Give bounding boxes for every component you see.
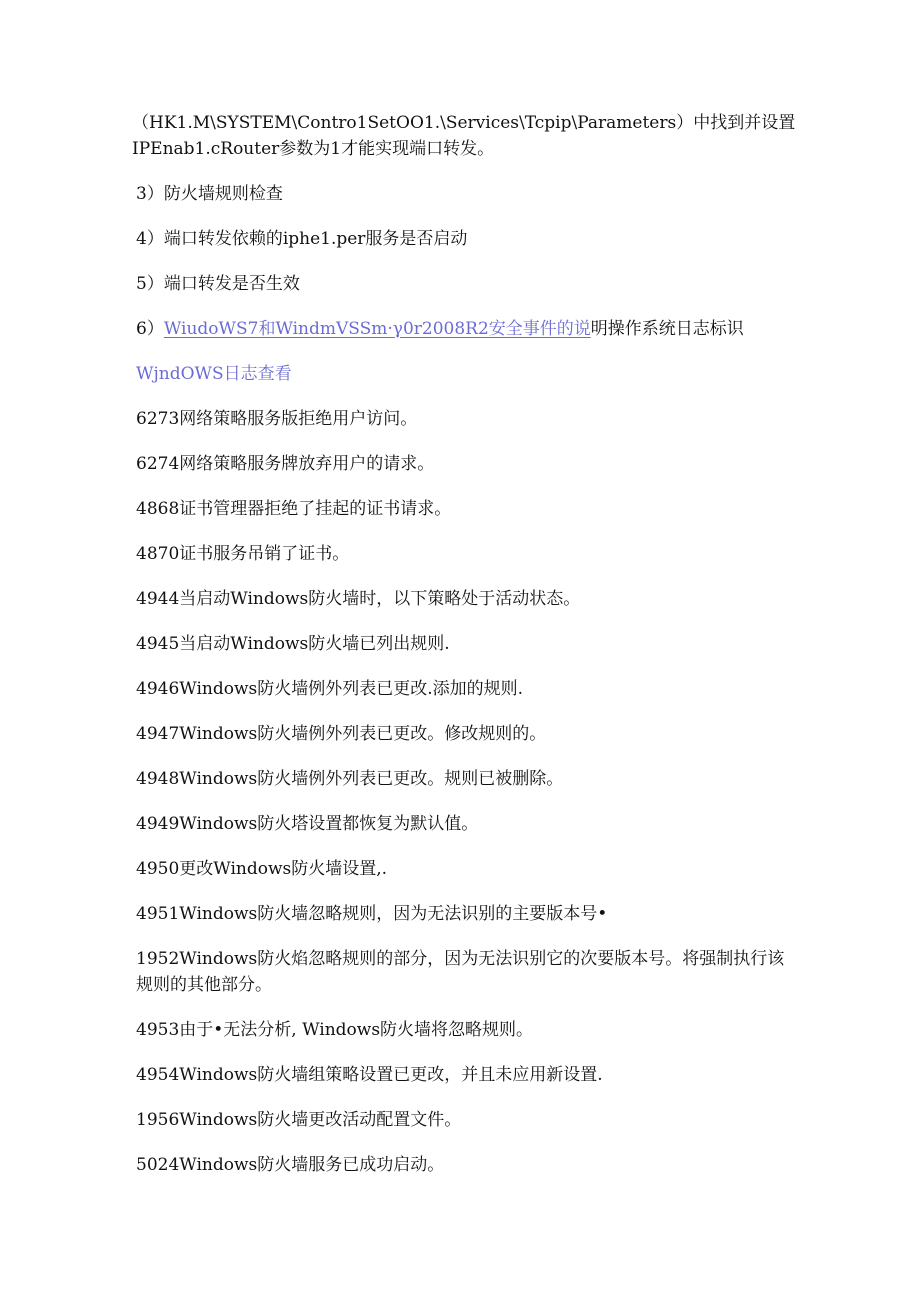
event-item: 1952Windows防火焰忽略规则的部分，因为无法识别它的次要版本号。将强制执行该规则的其他部分。 [136, 949, 785, 995]
item-6-suffix: 明操作系统日志标识 [590, 319, 744, 339]
event-list [136, 406, 796, 1178]
log-view-heading [136, 361, 796, 387]
security-events-link[interactable]: WiudoWS7和WindmVSSm·γ0r2008R2安全事件的说 [163, 319, 591, 339]
event-item: 4950更改Windows防火墙设置,. [136, 859, 388, 879]
event-item: 4949Windows防火塔设置都恢复为默认值。 [136, 814, 479, 834]
item-6-prefix: 6） [136, 319, 164, 339]
intro-line-1: （HK1.M\SYSTEM\Contro1SetOO1.\Services\Tcpip\Parameters）中找到并设置 [132, 113, 796, 133]
intro-line-2: IPEnab1.cRouter参数为1才能实现端口转发。 [132, 139, 495, 159]
event-item: 4946Windows防火墙例外列表已更改.添加的规则. [136, 679, 524, 699]
event-item: 4945当启动Windows防火墙已列出规则. [136, 634, 450, 654]
document-body [132, 110, 796, 1197]
event-item: 4954Windows防火墙组策略设置已更改，并且未应用新设置. [136, 1065, 603, 1085]
check-item-6 [136, 316, 796, 342]
event-item: 6273网络策略服务版拒绝用户访问。 [136, 409, 418, 429]
event-item: 4868证书管理器拒绝了挂起的证书请求。 [136, 499, 452, 519]
check-item-3: 3）防火墙规则检查 [136, 184, 283, 204]
event-item: 4948Windows防火墙例外列表已更改。规则已被删除。 [136, 769, 564, 789]
windows-log-view-link[interactable]: WjndOWS日志查看 [136, 364, 292, 384]
event-item: 1956Windows防火墙更改活动配置文件。 [136, 1110, 462, 1130]
event-item: 5024Windows防火墙服务已成功启动。 [136, 1155, 445, 1175]
event-item: 4951Windows防火墙忽略规则，因为无法识别的主要版本号• [136, 904, 608, 924]
intro-paragraph [132, 110, 796, 162]
check-item-5: 5）端口转发是否生效 [136, 274, 300, 294]
event-item: 4870证书服务吊销了证书。 [136, 544, 350, 564]
event-item: 4944当启动Windows防火墙时，以下策略处于活动状态。 [136, 589, 581, 609]
event-item: 4953由于•无法分析, Windows防火墙将忽略规则。 [136, 1020, 534, 1040]
check-item-4: 4）端口转发依赖的iphe1.per服务是否启动 [136, 229, 468, 249]
event-item: 6274网络策略服务牌放弃用户的请求。 [136, 454, 435, 474]
event-item: 4947Windows防火墙例外列表已更改。修改规则的。 [136, 724, 547, 744]
